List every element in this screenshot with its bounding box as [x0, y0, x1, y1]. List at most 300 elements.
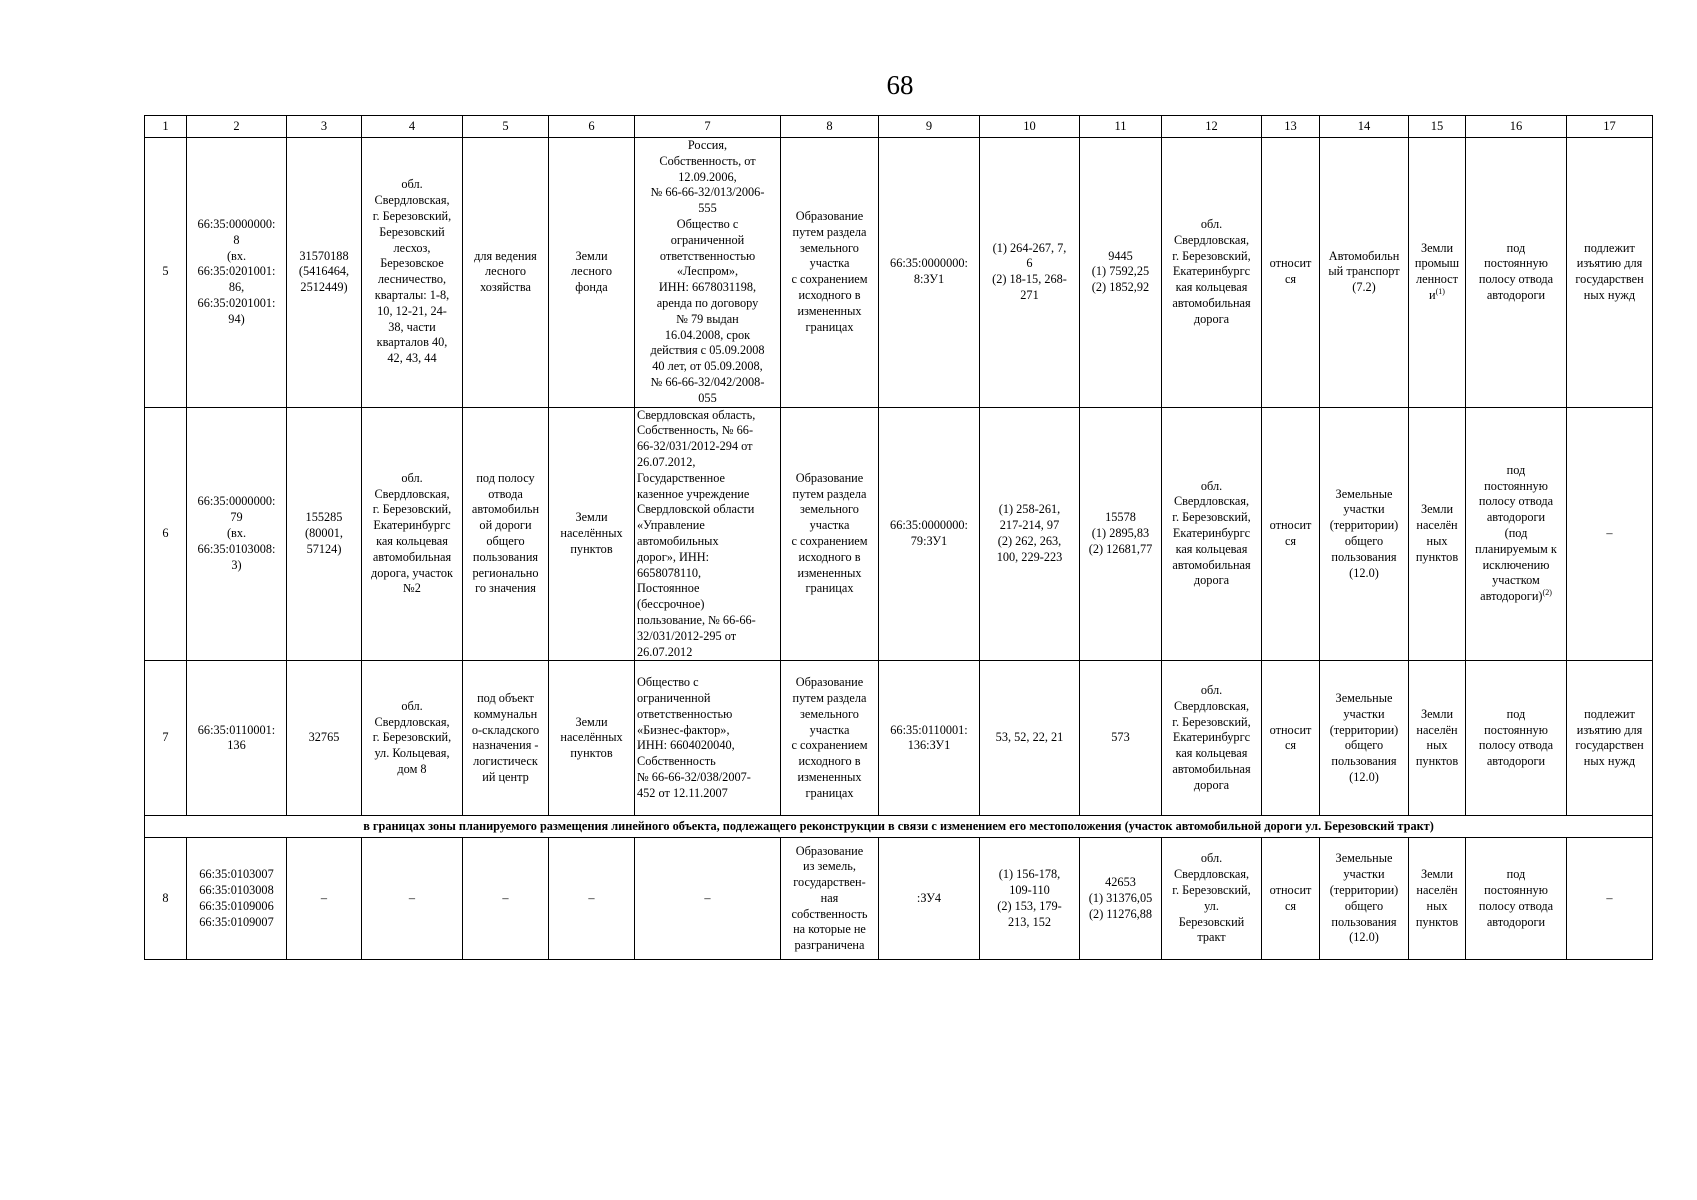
- cell-line: Свердловская,: [1173, 867, 1250, 882]
- cell-line: Березовское: [380, 256, 444, 271]
- cell-line: границах: [805, 319, 854, 334]
- cell-line: (1) 258-261,: [998, 502, 1061, 517]
- cell-line: Екатеринбургс: [1172, 730, 1251, 745]
- cell-line: 42653: [1105, 875, 1136, 890]
- cell-r8-c9: [879, 838, 980, 960]
- cell-line: 66:35:0103007: [199, 867, 274, 882]
- cell-r5-c8: [781, 138, 879, 408]
- cell-line: кая кольцевая: [1175, 280, 1248, 295]
- header-cell-col-13: 13: [1262, 116, 1320, 138]
- cell-line: пунктов: [570, 746, 613, 761]
- cell-line: ИНН: 6678031198,: [658, 280, 757, 295]
- cell-line: Свердловская,: [374, 714, 450, 729]
- cell-line: границах: [805, 581, 854, 596]
- cell-line: государствен-: [793, 875, 866, 890]
- cell-line: 66:35:0103008:: [197, 541, 276, 556]
- cell-line: Собственность: [637, 754, 716, 769]
- cell-line: Государственное: [637, 470, 725, 485]
- header-cell-col-15: 15: [1409, 116, 1466, 138]
- cell-line: 9445: [1108, 248, 1133, 263]
- header-cell-col-12: 12: [1162, 116, 1262, 138]
- cell-line: ул.: [1204, 898, 1219, 913]
- cell-line: ся: [1284, 898, 1297, 913]
- cell-r6-c6: [549, 407, 635, 661]
- cell-line: (2) 18-15, 268-: [992, 272, 1067, 287]
- cell-line: № 66-66-32/042/2008-: [650, 374, 765, 389]
- cell-line: (5416464,: [298, 264, 350, 279]
- page-number: 68: [886, 70, 914, 100]
- cell-line: Свердловская,: [1173, 698, 1250, 713]
- cell-line: (12.0): [1349, 565, 1379, 580]
- cell-line: Общество с: [637, 675, 699, 690]
- cell-line: (2) 262, 263,: [997, 533, 1062, 548]
- cell-line: земельного: [800, 706, 859, 721]
- cell-r8-c10: [980, 838, 1080, 960]
- cell-line: Екатеринбургс: [1172, 264, 1251, 279]
- cell-r8-c14: [1320, 838, 1409, 960]
- cell-r6-c12: [1162, 407, 1262, 661]
- cell-line: (2) 153, 179-: [997, 898, 1062, 913]
- header-cell-col-6: 6: [549, 116, 635, 138]
- cell-line: Свердловская,: [374, 486, 450, 501]
- cell-r7-c12: [1162, 661, 1262, 816]
- cell-line: пользования: [1331, 549, 1397, 564]
- cell-line: 26.07.2012,: [637, 454, 696, 469]
- cell-line: (территории): [1329, 518, 1399, 533]
- cell-line: ся: [1284, 272, 1297, 287]
- table-row-5: [145, 138, 1653, 408]
- cell-line: ся: [1284, 738, 1297, 753]
- cell-line: 38, части: [388, 319, 436, 334]
- cell-line: общего: [486, 533, 525, 548]
- cell-line: Свердловская,: [1173, 232, 1250, 247]
- cell-line: с сохранением: [791, 533, 868, 548]
- cell-r5-c13: [1262, 138, 1320, 408]
- cell-line: путем раздела: [792, 486, 867, 501]
- cell-line: «Бизнес-фактор»,: [637, 722, 730, 737]
- cell-line: относит: [1269, 518, 1312, 533]
- cell-line: лесхоз,: [393, 240, 431, 255]
- cell-line: измененных: [797, 769, 862, 784]
- header-cell-col-10: 10: [980, 116, 1080, 138]
- cell-line: отвода: [488, 486, 523, 501]
- cell-line: 217-214, 97: [999, 518, 1060, 533]
- cell-line: (1) 2895,83: [1091, 526, 1150, 541]
- cell-line: 66:35:0000000:: [890, 518, 968, 533]
- cell-line: 66:35:0110001:: [890, 722, 968, 737]
- cell-line: границах: [805, 785, 854, 800]
- cell-r6-c13: [1262, 407, 1320, 661]
- cell-line: пунктов: [1415, 754, 1459, 769]
- cell-line: ограниченной: [637, 690, 711, 705]
- cell-line: (2) 12681,77: [1088, 541, 1153, 556]
- cell-line: населён: [1416, 518, 1458, 533]
- cell-line: логистическ: [473, 754, 538, 769]
- cell-line: Березовский: [1178, 914, 1245, 929]
- cell-line: лесного: [571, 264, 612, 279]
- cell-line: 66:35:0000000:: [197, 216, 276, 231]
- cell-line: обл.: [401, 698, 423, 713]
- cell-r6-c5: [463, 407, 549, 661]
- cell-r7-c1: [145, 661, 187, 816]
- cell-line: из земель,: [803, 859, 856, 874]
- cell-r8-c6: [549, 838, 635, 960]
- cell-line: путем раздела: [792, 690, 867, 705]
- cell-line: ленност: [1415, 272, 1459, 287]
- cell-r7-c11: [1080, 661, 1162, 816]
- cell-line: Собственность, № 66-: [637, 423, 754, 438]
- cell-line: 055: [698, 390, 717, 405]
- cell-line: 10, 12-21, 24-: [377, 303, 447, 318]
- cell-r5-c3: [287, 138, 362, 408]
- table-row-7: [145, 661, 1653, 816]
- cell-line: обл.: [401, 177, 423, 192]
- cell-r6-c16: [1466, 407, 1567, 661]
- cell-line: 12.09.2006,: [678, 169, 737, 184]
- cell-line: :ЗУ4: [916, 890, 942, 905]
- cell-line: исходного в: [798, 549, 861, 564]
- cell-line: кварталов 40,: [376, 335, 448, 350]
- cell-line: 555: [698, 201, 717, 216]
- cell-line: собственность: [791, 906, 868, 921]
- cell-line: Земли: [1420, 240, 1454, 255]
- cell-line: –: [588, 890, 595, 905]
- cell-line: пользования: [1331, 914, 1397, 929]
- cell-line: Березовский: [379, 224, 445, 239]
- cell-r8-c4: [362, 838, 463, 960]
- cell-r8-c3: [287, 838, 362, 960]
- cell-line: Земельные: [1335, 690, 1393, 705]
- cell-r6-c4: [362, 407, 463, 661]
- cell-line: общего: [1344, 738, 1384, 753]
- cell-r7-c13: [1262, 661, 1320, 816]
- cell-r7-c8: [781, 661, 879, 816]
- cell-line: пользования: [472, 549, 539, 564]
- header-cell-col-1: 1: [145, 116, 187, 138]
- cell-line: Екатеринбургс: [1172, 526, 1251, 541]
- cell-line: (1) 7592,25: [1091, 264, 1150, 279]
- cell-line: ных: [1426, 738, 1448, 753]
- cell-line: ограниченной: [670, 232, 745, 247]
- cell-r7-c2: [187, 661, 287, 816]
- header-cell-col-14: 14: [1320, 116, 1409, 138]
- cell-line: 213, 152: [1007, 914, 1052, 929]
- cell-line: 6: [1026, 256, 1033, 271]
- cell-line: коммунальн: [473, 706, 538, 721]
- cell-line: под объект: [477, 690, 534, 705]
- cell-line: (12.0): [1349, 769, 1379, 784]
- cell-line: кая кольцевая: [1175, 541, 1248, 556]
- cell-line: 15578: [1105, 510, 1136, 525]
- cell-line: Свердловская,: [374, 193, 450, 208]
- cell-line: измененных: [797, 303, 862, 318]
- cell-line: (12.0): [1349, 930, 1379, 945]
- cell-line: дорога: [1193, 573, 1230, 588]
- header-cell-col-17: 17: [1567, 116, 1653, 138]
- cell-line: пунктов: [1415, 914, 1459, 929]
- land-plot-table: [144, 115, 1653, 960]
- cell-r6-c1: [145, 407, 187, 661]
- cell-line: участка: [809, 518, 850, 533]
- cell-line: 7: [162, 730, 169, 745]
- cell-line: 57124): [306, 541, 342, 556]
- cell-line: общего: [1344, 533, 1384, 548]
- cell-line: автодороги: [1486, 754, 1546, 769]
- cell-r5-c1: [145, 138, 187, 408]
- cell-line: земельного: [800, 502, 859, 517]
- cell-line: г. Березовский,: [1172, 248, 1251, 263]
- cell-r5-c11: [1080, 138, 1162, 408]
- cell-line: Земли: [1420, 706, 1454, 721]
- cell-line: г. Березовский,: [372, 730, 452, 745]
- cell-line: населён: [1416, 722, 1458, 737]
- cell-line: с сохранением: [791, 738, 868, 753]
- cell-line: назначения -: [472, 738, 539, 753]
- cell-line: (под: [1504, 526, 1528, 541]
- cell-line: (2) 11276,88: [1088, 906, 1153, 921]
- cell-line: 40 лет, от 05.09.2008,: [652, 359, 763, 374]
- cell-line: пунктов: [570, 541, 613, 556]
- cell-line: 16.04.2008, срок: [664, 327, 751, 342]
- cell-r5-c12: [1162, 138, 1262, 408]
- cell-line: –: [502, 890, 509, 905]
- cell-line: 53, 52, 22, 21: [995, 730, 1064, 745]
- cell-line: 66:35:0110001:: [197, 722, 276, 737]
- cell-line: 79: [230, 510, 243, 525]
- cell-line: пользования: [1331, 754, 1397, 769]
- cell-line: –: [704, 890, 711, 905]
- cell-line: 6: [162, 526, 169, 541]
- cell-line: 136:ЗУ1: [907, 738, 951, 753]
- cell-line: автодороги: [1486, 510, 1546, 525]
- cell-line: дорога, участок: [371, 565, 453, 580]
- cell-line: под полосу: [476, 470, 535, 485]
- cell-line: дорога: [1193, 777, 1230, 792]
- cell-line: кая кольцевая: [376, 533, 448, 548]
- cell-r8-c11: [1080, 838, 1162, 960]
- cell-line: дорога: [1193, 311, 1230, 326]
- cell-line: 31570188: [299, 248, 349, 263]
- cell-line: 26.07.2012: [637, 644, 693, 659]
- cell-line: аренда по договору: [656, 295, 759, 310]
- cell-r7-c10: [980, 661, 1080, 816]
- cell-line: обл.: [1200, 216, 1223, 231]
- cell-r6-c11: [1080, 407, 1162, 661]
- cell-r5-c16: [1466, 138, 1567, 408]
- cell-line: ый транспорт: [1328, 264, 1400, 279]
- cell-line: 8:ЗУ1: [913, 272, 945, 287]
- cell-r7-c17: [1567, 661, 1653, 816]
- cell-line: лесничество,: [377, 272, 447, 287]
- cell-line: 3): [231, 557, 242, 572]
- cell-line: 109-110: [1009, 883, 1050, 897]
- cell-line: Образование: [795, 675, 864, 690]
- cell-line: го значения: [475, 581, 536, 596]
- cell-line: постоянную: [1484, 722, 1548, 737]
- cell-line: г. Березовский,: [372, 209, 452, 224]
- cell-line: 155285: [305, 510, 343, 525]
- cell-line: 32/031/2012-295 от: [637, 628, 737, 643]
- cell-line: исходного в: [798, 288, 861, 303]
- cell-line: г. Березовский,: [1172, 714, 1251, 729]
- cell-r7-c16: [1466, 661, 1567, 816]
- cell-r7-c6: [549, 661, 635, 816]
- cell-line: Свердловская,: [1173, 494, 1250, 509]
- cell-line: обл.: [1200, 683, 1223, 697]
- cell-line: автодороги: [1486, 288, 1546, 303]
- cell-line: ных: [1426, 898, 1448, 913]
- cell-line: 573: [1111, 730, 1130, 745]
- cell-line: 66:35:0201001:: [197, 264, 276, 279]
- cell-r5-c10: [980, 138, 1080, 408]
- cell-line: государствен: [1575, 738, 1644, 753]
- cell-r8-c1: [145, 838, 187, 960]
- cell-line: «Леспром»,: [676, 264, 739, 279]
- cell-line: обл.: [401, 470, 423, 485]
- cell-line: постоянную: [1484, 883, 1548, 897]
- cell-r8-c5: [463, 838, 549, 960]
- cell-line: населённых: [560, 526, 623, 541]
- cell-r7-c4: [362, 661, 463, 816]
- cell-line: для ведения: [474, 248, 537, 263]
- header-cell-col-9: 9: [879, 116, 980, 138]
- cell-r8-c12: [1162, 838, 1262, 960]
- cell-line: автомобильных: [637, 533, 719, 548]
- cell-r8-c16: [1466, 838, 1567, 960]
- cell-line: с сохранением: [791, 272, 868, 287]
- cell-line: общего: [1344, 898, 1384, 913]
- cell-r5-c2: [187, 138, 287, 408]
- cell-r5-c6: [549, 138, 635, 408]
- cell-line: постоянную: [1484, 256, 1548, 271]
- cell-line: 42, 43, 44: [387, 351, 437, 366]
- cell-line: автомобильная: [1172, 295, 1251, 310]
- cell-line: г. Березовский,: [372, 502, 452, 517]
- cell-line: кварталы: 1-8,: [374, 288, 450, 303]
- cell-r6-c2: [187, 407, 287, 661]
- cell-line: –: [408, 890, 416, 905]
- cell-line: населённых: [560, 730, 623, 745]
- cell-line: № 79 выдан: [676, 311, 739, 326]
- header-cell-col-4: 4: [362, 116, 463, 138]
- cell-line: участки: [1343, 502, 1385, 517]
- cell-line: 32765: [308, 730, 340, 745]
- cell-line: участком: [1492, 573, 1540, 588]
- cell-line: автомобильная: [1172, 761, 1251, 776]
- cell-line: 6658078110,: [637, 565, 702, 580]
- cell-r8-c15: [1409, 838, 1466, 960]
- cell-line: на которые не: [793, 922, 866, 937]
- cell-line: относит: [1269, 883, 1312, 897]
- cell-r8-c7: [635, 838, 781, 960]
- section-title: в границах зоны планируемого размещения линейного объекта, подлежащего реконструкции в связи с изменением его местоположения (участок автомобильной дороги ул. Березовский тракт): [145, 816, 1653, 838]
- cell-line: г. Березовский,: [1172, 510, 1251, 525]
- cell-line: 66:35:0201001:: [197, 295, 276, 310]
- cell-line: участки: [1343, 706, 1385, 721]
- cell-line: участка: [809, 256, 850, 271]
- cell-line: путем раздела: [792, 224, 867, 239]
- cell-line: (бессрочное): [637, 597, 705, 612]
- cell-line: Земли: [575, 714, 608, 729]
- table-row-8: [145, 838, 1653, 960]
- cell-line: автомобильная: [372, 549, 452, 564]
- cell-r7-c3: [287, 661, 362, 816]
- cell-r6-c3: [287, 407, 362, 661]
- cell-line: пунктов: [1415, 549, 1459, 564]
- cell-r7-c9: [879, 661, 980, 816]
- footnote-marker: (2): [1542, 588, 1552, 598]
- cell-line: Образование: [795, 209, 864, 224]
- cell-line: –: [1606, 526, 1613, 541]
- cell-line: подлежит: [1584, 706, 1635, 721]
- cell-line: ных нужд: [1583, 288, 1636, 303]
- cell-line: 66:35:0000000:: [890, 256, 968, 271]
- cell-line: 271: [1020, 288, 1039, 303]
- header-cell-col-11: 11: [1080, 116, 1162, 138]
- cell-line: № 66-66-32/013/2006-: [650, 185, 765, 200]
- cell-line: изъятию для: [1576, 722, 1643, 737]
- cell-r8-c2: [187, 838, 287, 960]
- cell-line: регионально: [472, 565, 539, 580]
- cell-line: –: [320, 890, 328, 905]
- cell-line: –: [1606, 890, 1613, 905]
- cell-line: (вх.: [226, 248, 247, 263]
- table-row-6: [145, 407, 1653, 661]
- cell-line: Россия,: [687, 138, 728, 152]
- cell-r5-c5: [463, 138, 549, 408]
- header-cell-col-3: 3: [287, 116, 362, 138]
- cell-r8-c17: [1567, 838, 1653, 960]
- cell-r8-c8: [781, 838, 879, 960]
- cell-line: обл.: [1200, 478, 1223, 493]
- cell-line: ная: [820, 890, 839, 905]
- cell-line: изъятию для: [1576, 256, 1643, 271]
- header-cell-col-16: 16: [1466, 116, 1567, 138]
- cell-line: 94): [228, 311, 245, 326]
- cell-line: № 66-66-32/038/2007-: [637, 769, 751, 784]
- header-cell-col-7: 7: [635, 116, 781, 138]
- cell-line: 66-32/031/2012-294 от: [637, 439, 753, 454]
- cell-line: автомобильная: [1172, 557, 1251, 572]
- cell-line: 66:35:0109007: [199, 914, 274, 929]
- cell-line: Автомобильн: [1328, 248, 1400, 263]
- cell-line: 2512449): [300, 280, 348, 295]
- cell-line: автомобильн: [471, 502, 540, 517]
- cell-line: Земельные: [1335, 851, 1393, 866]
- cell-line: Собственность, от: [659, 153, 756, 168]
- cell-line: хозяйства: [480, 280, 531, 295]
- cell-line: полосу отвода: [1478, 272, 1554, 287]
- footnote-marker: (1): [1435, 286, 1445, 296]
- header-row: [145, 116, 1653, 138]
- cell-r7-c14: [1320, 661, 1409, 816]
- cell-r6-c15: [1409, 407, 1466, 661]
- cell-line: планируемым к: [1475, 541, 1557, 556]
- cell-line: фонда: [575, 280, 608, 295]
- cell-line: ИНН: 6604020040,: [637, 738, 735, 753]
- cell-line: полосу отвода: [1478, 738, 1554, 753]
- cell-line: Земельные: [1335, 486, 1393, 501]
- cell-line: населён: [1416, 883, 1458, 897]
- cell-line: ных: [1426, 533, 1448, 548]
- header-cell-col-5: 5: [463, 116, 549, 138]
- cell-line: измененных: [797, 565, 862, 580]
- cell-line: (1) 156-178,: [998, 867, 1061, 882]
- cell-line: Свердловской области: [637, 502, 755, 517]
- cell-line: полосу отвода: [1478, 898, 1554, 913]
- cell-line: 5: [162, 264, 169, 279]
- cell-line: Земли: [575, 248, 608, 263]
